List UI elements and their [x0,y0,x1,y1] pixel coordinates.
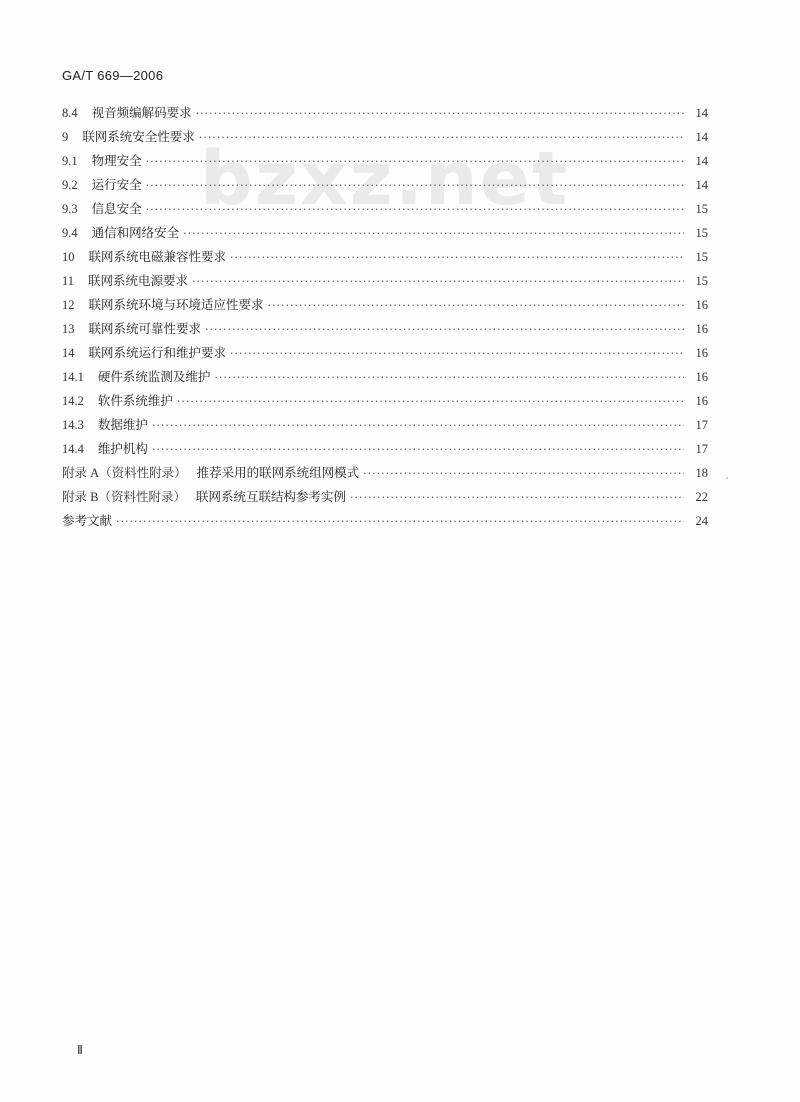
toc-entry-page: 14 [695,154,708,168]
toc-entry-number: 附录 A（资料性附录） [62,466,187,480]
toc-entry-title: 参考文献 [62,513,113,528]
toc-leader-dots [350,486,684,510]
toc-entry[interactable] [62,437,708,461]
toc-leader-dots [230,342,684,366]
toc-entry-title: 联网系统电磁兼容性要求 [88,249,227,264]
toc-leader-dots [268,294,684,318]
toc-leader-dots [363,462,684,486]
toc-entry[interactable] [62,173,708,197]
toc-entry-page: 16 [695,298,708,312]
toc-entry-title: 运行安全 [91,177,142,192]
toc-entry[interactable] [62,293,708,317]
toc-entry[interactable] [62,365,708,389]
toc-entry[interactable] [62,149,708,173]
toc-leader-dots [183,222,684,246]
toc-entry-title: 硬件系统监测及维护 [97,369,211,384]
table-of-contents [62,101,708,533]
toc-entry[interactable] [62,101,708,125]
toc-entry[interactable] [62,197,708,221]
toc-entry-number: 附录 B（资料性附录） [62,490,186,504]
toc-entry-title: 联网系统环境与环境适应性要求 [88,297,264,312]
toc-entry[interactable] [62,245,708,269]
toc-entry-number: 10 [62,250,75,264]
toc-entry-number: 9.4 [62,226,78,240]
toc-entry-number: 14 [62,346,75,360]
toc-entry[interactable] [62,413,708,437]
toc-entry-page: 14 [695,130,708,144]
toc-entry-number: 9.2 [62,178,78,192]
toc-entry-title: 视音频编解码要求 [91,105,192,120]
toc-entry[interactable] [62,509,708,533]
toc-entry-number: 14.3 [62,418,84,432]
toc-entry[interactable] [62,341,708,365]
toc-entry-title: 联网系统电源要求 [88,273,189,288]
toc-entry-page: 15 [695,202,708,216]
toc-entry-title: 联网系统互联结构参考实例 [195,489,346,504]
toc-entry-title: 物理安全 [91,153,142,168]
toc-entry-page: 15 [695,274,708,288]
toc-entry-title: 维护机构 [97,441,148,456]
toc-leader-dots [214,366,684,390]
toc-entry-number: 12 [62,298,75,312]
toc-entry-page: 17 [695,442,708,456]
toc-entry[interactable] [62,389,708,413]
toc-entry-title: 数据维护 [97,417,148,432]
toc-entry-title: 联网系统运行和维护要求 [88,345,227,360]
toc-entry-page: 22 [695,490,708,504]
toc-entry-number: 13 [62,322,75,336]
toc-entry-page: 14 [695,106,708,120]
toc-entry-title: 联网系统可靠性要求 [88,321,202,336]
toc-leader-dots [152,414,684,438]
standard-code-header: GA/T 669—2006 [62,68,164,83]
toc-leader-dots [177,390,684,414]
toc-entry-title: 信息安全 [91,201,142,216]
toc-leader-dots [192,270,684,294]
page-number: Ⅱ [77,1043,83,1057]
toc-leader-dots [205,318,684,342]
toc-entry-page: 17 [695,418,708,432]
toc-leader-dots [116,510,684,534]
toc-entry-title: 通信和网络安全 [91,225,180,240]
toc-entry-title: 软件系统维护 [97,393,173,408]
toc-entry[interactable] [62,125,708,149]
toc-entry[interactable] [62,485,708,509]
toc-entry-page: 16 [695,346,708,360]
scan-speck [726,477,728,479]
toc-entry-page: 18 [695,466,708,480]
toc-entry-number: 9 [62,130,69,144]
toc-entry[interactable] [62,269,708,293]
toc-leader-dots [230,246,684,270]
toc-entry-number: 14.4 [62,442,84,456]
toc-entry-page: 24 [695,514,708,528]
toc-leader-dots [146,150,684,174]
watermark: bzxz.net [200,136,570,222]
toc-entry-title: 推荐采用的联网系统组网模式 [196,465,360,480]
toc-entry-page: 16 [695,322,708,336]
toc-leader-dots [199,126,684,150]
toc-entry-number: 11 [62,274,75,288]
toc-entry-title: 联网系统安全性要求 [82,129,195,144]
toc-entry[interactable] [62,221,708,245]
toc-entry-number: 9.3 [62,202,78,216]
toc-entry-number: 14.2 [62,394,84,408]
toc-entry-page: 15 [695,250,708,264]
toc-entry[interactable] [62,317,708,341]
toc-entry-number: 8.4 [62,106,78,120]
toc-leader-dots [196,102,684,126]
toc-entry-page: 14 [695,178,708,192]
toc-entry-page: 16 [695,370,708,384]
toc-entry-number: 9.1 [62,154,78,168]
toc-entry[interactable] [62,461,708,485]
toc-entry-page: 15 [695,226,708,240]
toc-entry-number: 14.1 [62,370,84,384]
toc-leader-dots [146,198,684,222]
toc-leader-dots [146,174,684,198]
toc-entry-page: 16 [695,394,708,408]
toc-leader-dots [152,438,684,462]
